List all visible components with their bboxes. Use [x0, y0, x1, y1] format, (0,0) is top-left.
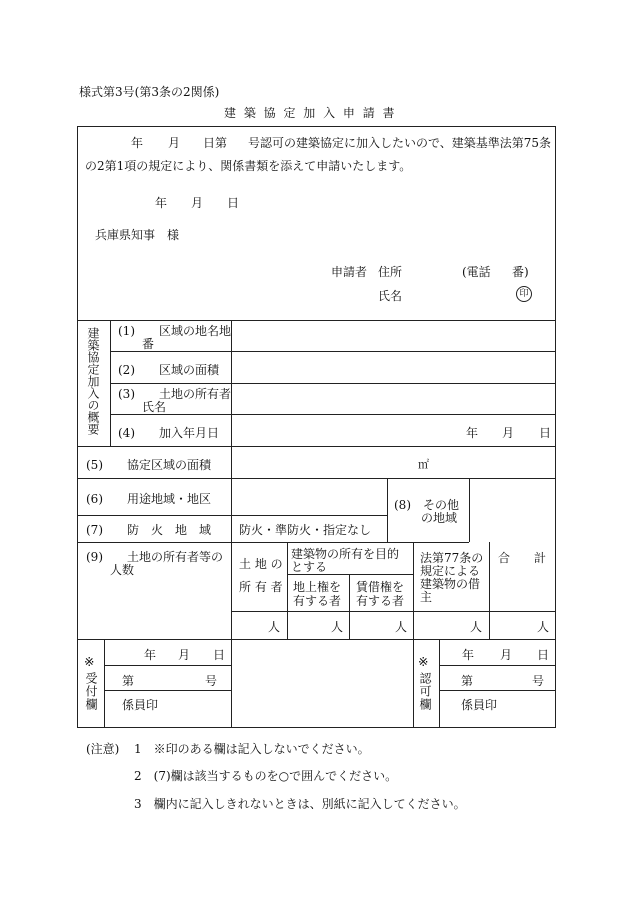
land-owner-header: 土 地 の: [239, 557, 283, 571]
address-label: 住所: [378, 265, 403, 279]
overview-row-3: (3) 土地の所有者: [118, 387, 231, 401]
phone-label: (電話: [462, 265, 491, 279]
row-9-label-cont: 人数: [110, 563, 135, 577]
overview-row-3-cont: 氏名: [142, 400, 167, 414]
approval-number-prefix: 第: [461, 674, 474, 688]
surface-right-header-cont: 有する者: [293, 594, 342, 608]
row-7-value: 防火・準防火・指定なし: [239, 523, 372, 537]
page-title: 建 築 協 定 加 入 申 請 書: [224, 106, 397, 120]
row-9-label: (9) 土地の所有者等の: [86, 550, 223, 564]
total-header: 合 計: [498, 551, 547, 565]
join-month: 月: [502, 426, 515, 440]
row-6-label: (6) 用途地域・地区: [86, 492, 211, 506]
lease-right-header-cont: 有する者: [356, 594, 405, 608]
reception-day: 日: [213, 648, 226, 662]
name-label: 氏名: [378, 289, 403, 303]
reception-year: 年: [144, 648, 157, 662]
reception-mark: ※: [84, 654, 95, 669]
reception-label: 受付欄: [84, 672, 98, 711]
overview-row-1-cont: 番: [142, 337, 155, 351]
approval-mark: ※: [418, 654, 429, 669]
phone-suffix: 番): [512, 265, 529, 279]
lease-right-header: 賃借権を: [356, 580, 405, 594]
date-year: 年: [155, 196, 168, 210]
intro-line-2: の2第1項の規定により、関係書類を添えて申請いたします。: [85, 159, 412, 173]
reception-month: 月: [178, 648, 191, 662]
approval-month: 月: [500, 648, 513, 662]
overview-row-4: (4) 加入年月日: [118, 426, 219, 440]
date-month: 月: [191, 196, 204, 210]
intro-year: 年: [131, 136, 144, 150]
join-day: 日: [539, 426, 552, 440]
approval-staff-seal: 係員印: [461, 698, 498, 712]
overview-row-2: (2) 区域の面積: [118, 363, 219, 377]
approval-label: 認可欄: [418, 672, 432, 711]
reception-number-suffix: 号: [205, 674, 218, 688]
approval-number-suffix: 号: [532, 674, 545, 688]
overview-side-label: 建築協定加入の概要: [86, 327, 100, 435]
approval-day: 日: [537, 648, 550, 662]
building-purpose-header-cont: とする: [291, 560, 328, 574]
row-8-label: (8) その他: [394, 498, 459, 512]
applicant-label: 申請者: [331, 265, 368, 279]
intro-day: 日第: [203, 136, 228, 150]
row-5-unit: ㎡: [418, 458, 429, 471]
intro-month: 月: [168, 136, 181, 150]
tenant-header-1: 法第77条の: [420, 551, 484, 565]
intro-line-1: 号認可の建築協定に加入したいので、建築基準法第75条: [248, 136, 552, 150]
row-7-label: (7) 防 火 地 域: [86, 523, 211, 537]
reception-staff-seal: 係員印: [122, 698, 159, 712]
form-number: 様式第3号(第3条の2関係): [79, 85, 220, 99]
surface-right-header: 地上権を: [293, 580, 342, 594]
tenant-header-4: 主: [420, 590, 433, 604]
unit-tenant: 人: [470, 620, 483, 634]
unit-lease-right: 人: [395, 620, 408, 634]
reception-number-prefix: 第: [122, 674, 135, 688]
note-1: 1 ※印のある欄は記入しないでください。: [134, 742, 370, 756]
unit-land-owner: 人: [268, 620, 281, 634]
tenant-header-3: 建築物の借: [420, 577, 481, 591]
seal-mark: 印: [516, 286, 532, 302]
row-8-label-cont: の地域: [421, 511, 458, 525]
note-2: 2 (7)欄は該当するものを○で囲んでください。: [134, 769, 398, 783]
addressee: 兵庫県知事 様: [95, 228, 180, 242]
date-day: 日: [227, 196, 240, 210]
building-purpose-header: 建築物の所有を目的: [291, 547, 400, 561]
join-year: 年: [466, 426, 479, 440]
tenant-header-2: 規定による: [420, 564, 481, 578]
notes-label: (注意): [86, 742, 120, 756]
unit-total: 人: [537, 620, 550, 634]
row-5-label: (5) 協定区域の面積: [86, 458, 211, 472]
overview-row-1: (1) 区域の地名地: [118, 324, 231, 338]
approval-year: 年: [462, 648, 475, 662]
note-3: 3 欄内に記入しきれないときは、別紙に記入してください。: [134, 797, 466, 811]
land-owner-header-cont: 所 有 者: [239, 580, 283, 594]
unit-surface-right: 人: [331, 620, 344, 634]
